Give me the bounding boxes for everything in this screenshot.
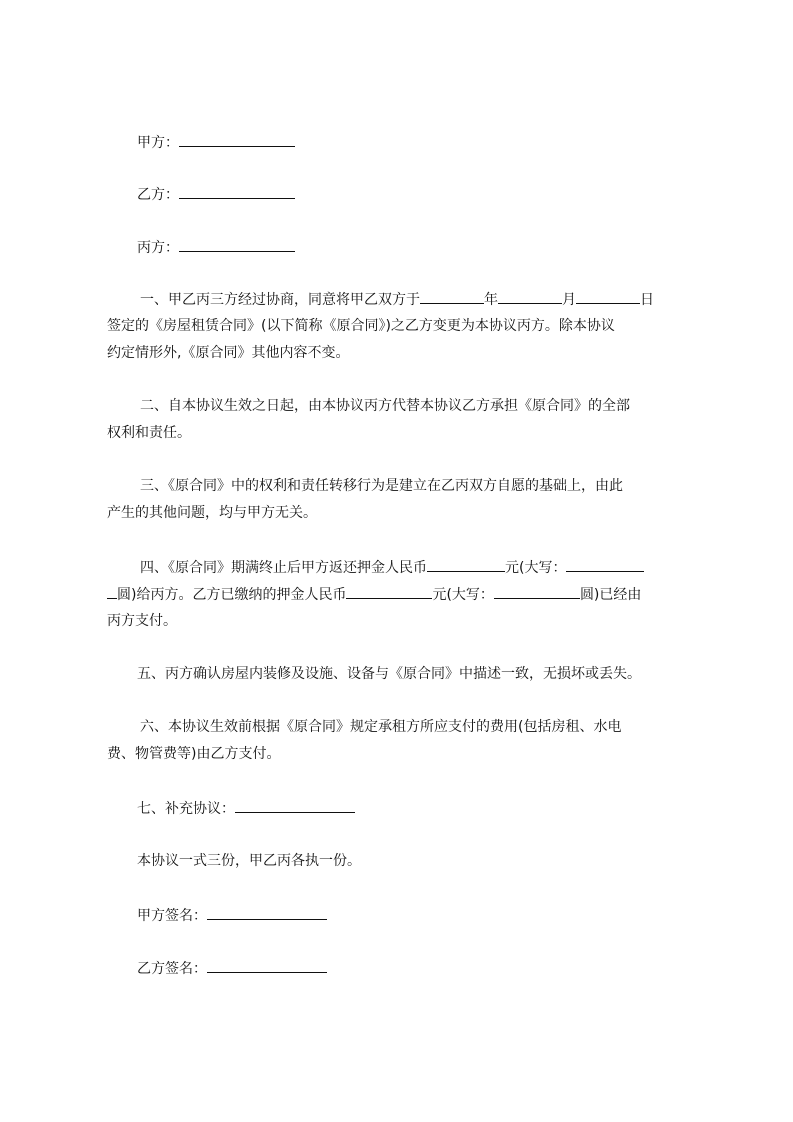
clause-1-text: 一、甲乙丙三方经过协商，同意将甲乙双方于 — [140, 292, 420, 308]
clause-1-day-label: 日 — [640, 292, 654, 308]
supplementary-agreement-label: 七、补充协议： — [137, 801, 235, 817]
party-b-signature-field[interactable] — [207, 961, 327, 973]
clause-4-paid-uppercase-label: 元(大写： — [432, 587, 494, 603]
clause-4-paid-suffix: 圆)已经由 — [579, 587, 642, 603]
clause-4-line-1 — [140, 560, 644, 575]
party-b-label: 乙方： — [137, 187, 179, 203]
party-b-signature-label: 乙方签名： — [137, 961, 207, 977]
party-c-label: 丙方： — [137, 240, 179, 256]
clause-1-month-field[interactable] — [498, 292, 562, 304]
deposit-return-uppercase-field[interactable] — [566, 560, 644, 572]
party-b-line — [137, 187, 295, 202]
party-a-signature-label: 甲方签名： — [137, 908, 207, 924]
deposit-return-amount-field[interactable] — [427, 560, 505, 572]
paid-deposit-uppercase-field[interactable] — [494, 587, 580, 599]
clause-2-line-1: 二、自本协议生效之日起，由本协议丙方代替本协议乙方承担《原合同》的全部 — [140, 398, 630, 414]
clause-4-uppercase-label: 元(大写： — [505, 560, 567, 576]
clause-1-month-label: 月 — [562, 292, 576, 308]
clause-6-line-2: 费、物管费等)由乙方支付。 — [107, 746, 281, 762]
party-c-line — [137, 240, 295, 255]
paid-deposit-amount-field[interactable] — [346, 587, 432, 599]
party-a-signature-line — [137, 908, 327, 923]
clause-1-line-2: 签定的《房屋租赁合同》(以下简称《原合同》)之乙方变更为本协议丙方。除本协议 — [107, 318, 615, 334]
clause-7-line — [137, 801, 355, 816]
clause-1-day-field[interactable] — [576, 292, 640, 304]
party-b-signature-line — [137, 961, 327, 976]
copies-statement: 本协议一式三份，甲乙丙各执一份。 — [137, 853, 361, 869]
clause-1-line-3: 约定情形外,《原合同》其他内容不变。 — [107, 345, 350, 361]
clause-4-deposit-text: 四、《原合同》期满终止后甲方返还押金人民币 — [140, 560, 427, 576]
party-a-line — [137, 135, 295, 150]
clause-2-line-2: 权利和责任。 — [107, 425, 191, 441]
supplementary-agreement-field[interactable] — [235, 801, 355, 813]
party-c-field[interactable] — [179, 240, 295, 252]
clause-1-line-1 — [140, 292, 654, 307]
party-a-label: 甲方： — [137, 135, 179, 151]
clause-4-line-2 — [107, 587, 641, 602]
deposit-return-uppercase-field-cont[interactable] — [107, 587, 117, 599]
clause-1-year-field[interactable] — [420, 292, 484, 304]
party-a-field[interactable] — [179, 135, 295, 147]
clause-3-line-1: 三、《原合同》中的权利和责任转移行为是建立在乙丙双方自愿的基础上，由此 — [140, 478, 623, 494]
clause-4-paid-deposit-text: 圆)给丙方。乙方已缴纳的押金人民币 — [117, 587, 347, 603]
party-b-field[interactable] — [179, 187, 295, 199]
clause-4-line-3: 丙方支付。 — [107, 613, 177, 629]
clause-5-line-1: 五、丙方确认房屋内装修及设施、设备与《原合同》中描述一致，无损坏或丢失。 — [137, 666, 641, 682]
party-a-signature-field[interactable] — [207, 908, 327, 920]
clause-6-line-1: 六、本协议生效前根据《原合同》规定承租方所应支付的费用(包括房租、水电 — [140, 719, 622, 735]
clause-3-line-2: 产生的其他问题，均与甲方无关。 — [107, 505, 317, 521]
clause-1-year-label: 年 — [484, 292, 498, 308]
